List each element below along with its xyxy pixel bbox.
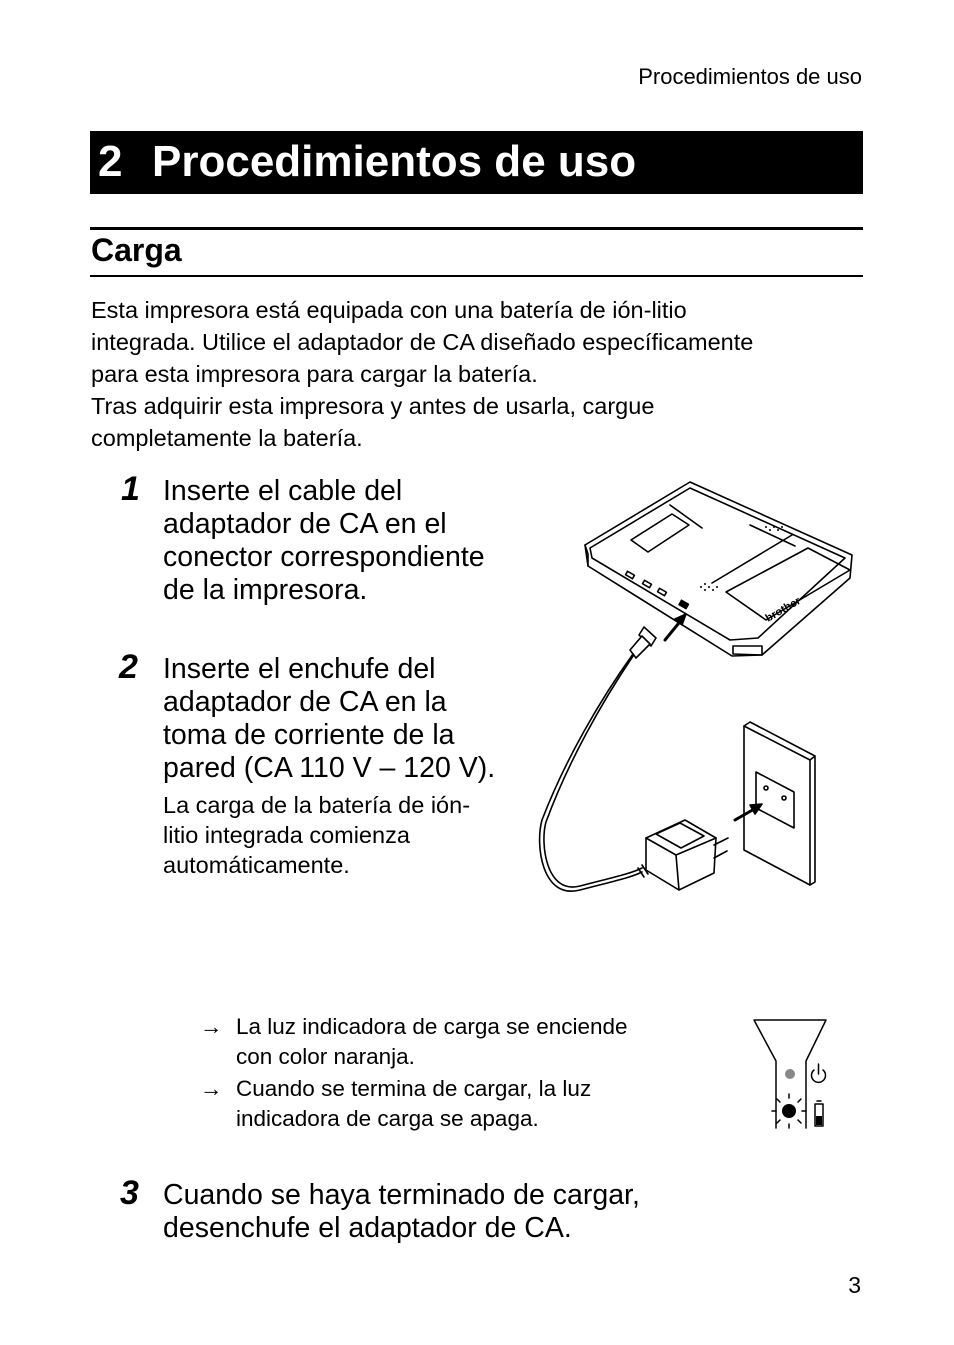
step-line: Inserte el cable del	[163, 475, 403, 507]
arrow-icon: →	[200, 1076, 223, 1101]
section-title: Carga	[91, 232, 182, 268]
step-line: adaptador de CA en el	[163, 508, 447, 540]
step-1-text	[163, 475, 485, 607]
intro-line: Esta impresora está equipada con una batería de ión-litio	[91, 297, 687, 323]
step-line: adaptador de CA en la	[163, 686, 447, 718]
printer-logo: brother	[763, 594, 803, 625]
page-number: 3	[848, 1272, 861, 1298]
charge-led-icon	[782, 1104, 796, 1118]
result-line: indicadora de carga se apaga.	[236, 1106, 539, 1131]
step-1-number: 1	[121, 470, 140, 508]
detail-line: La carga de la batería de ión-	[163, 792, 471, 818]
running-header: Procedimientos de uso	[638, 64, 862, 89]
intro-line: integrada. Utilice el adaptador de CA diseñado específicamente	[91, 329, 754, 355]
charging-illustration	[530, 470, 860, 910]
power-led-icon	[785, 1069, 795, 1079]
intro-line: para esta impresora para cargar la batería.	[91, 361, 538, 387]
power-icon	[812, 1064, 826, 1082]
step-line: de la impresora.	[163, 574, 368, 606]
chapter-heading	[90, 131, 863, 194]
result-line: con color naranja.	[236, 1044, 415, 1069]
intro-line: Tras adquirir esta impresora y antes de usarla, cargue	[91, 393, 655, 419]
step-3-number: 3	[120, 1174, 139, 1212]
result-line: La luz indicadora de carga se enciende	[236, 1014, 628, 1039]
step-3-text	[163, 1179, 640, 1245]
printer-body	[585, 482, 852, 656]
result-line: Cuando se termina de cargar, la luz	[236, 1076, 592, 1101]
step-line: toma de corriente de la	[163, 719, 455, 751]
step-line: desenchufe el adaptador de CA.	[163, 1212, 572, 1244]
step-line: conector correspondiente	[163, 541, 485, 573]
step-line: pared (CA 110 V – 120 V).	[163, 752, 496, 784]
chapter-title: Procedimientos de uso	[152, 137, 637, 186]
detail-line: litio integrada comienza	[163, 822, 410, 848]
intro-line: completamente la batería.	[91, 425, 363, 451]
step-2-detail	[163, 790, 470, 880]
detail-line: automáticamente.	[163, 852, 350, 878]
step-2-number: 2	[119, 648, 138, 686]
step-line: Inserte el enchufe del	[163, 653, 436, 685]
step-line: Cuando se haya terminado de cargar,	[163, 1179, 640, 1211]
section-rule-top	[90, 227, 863, 230]
step-2-text	[163, 653, 495, 785]
intro-paragraph	[91, 294, 871, 454]
ac-cable	[540, 654, 642, 891]
arrow-icon: →	[200, 1014, 223, 1039]
chapter-number: 2	[98, 137, 123, 186]
ac-adapter	[646, 820, 716, 890]
section-rule-bottom	[90, 275, 863, 277]
charge-indicator-illustration	[750, 1016, 832, 1132]
